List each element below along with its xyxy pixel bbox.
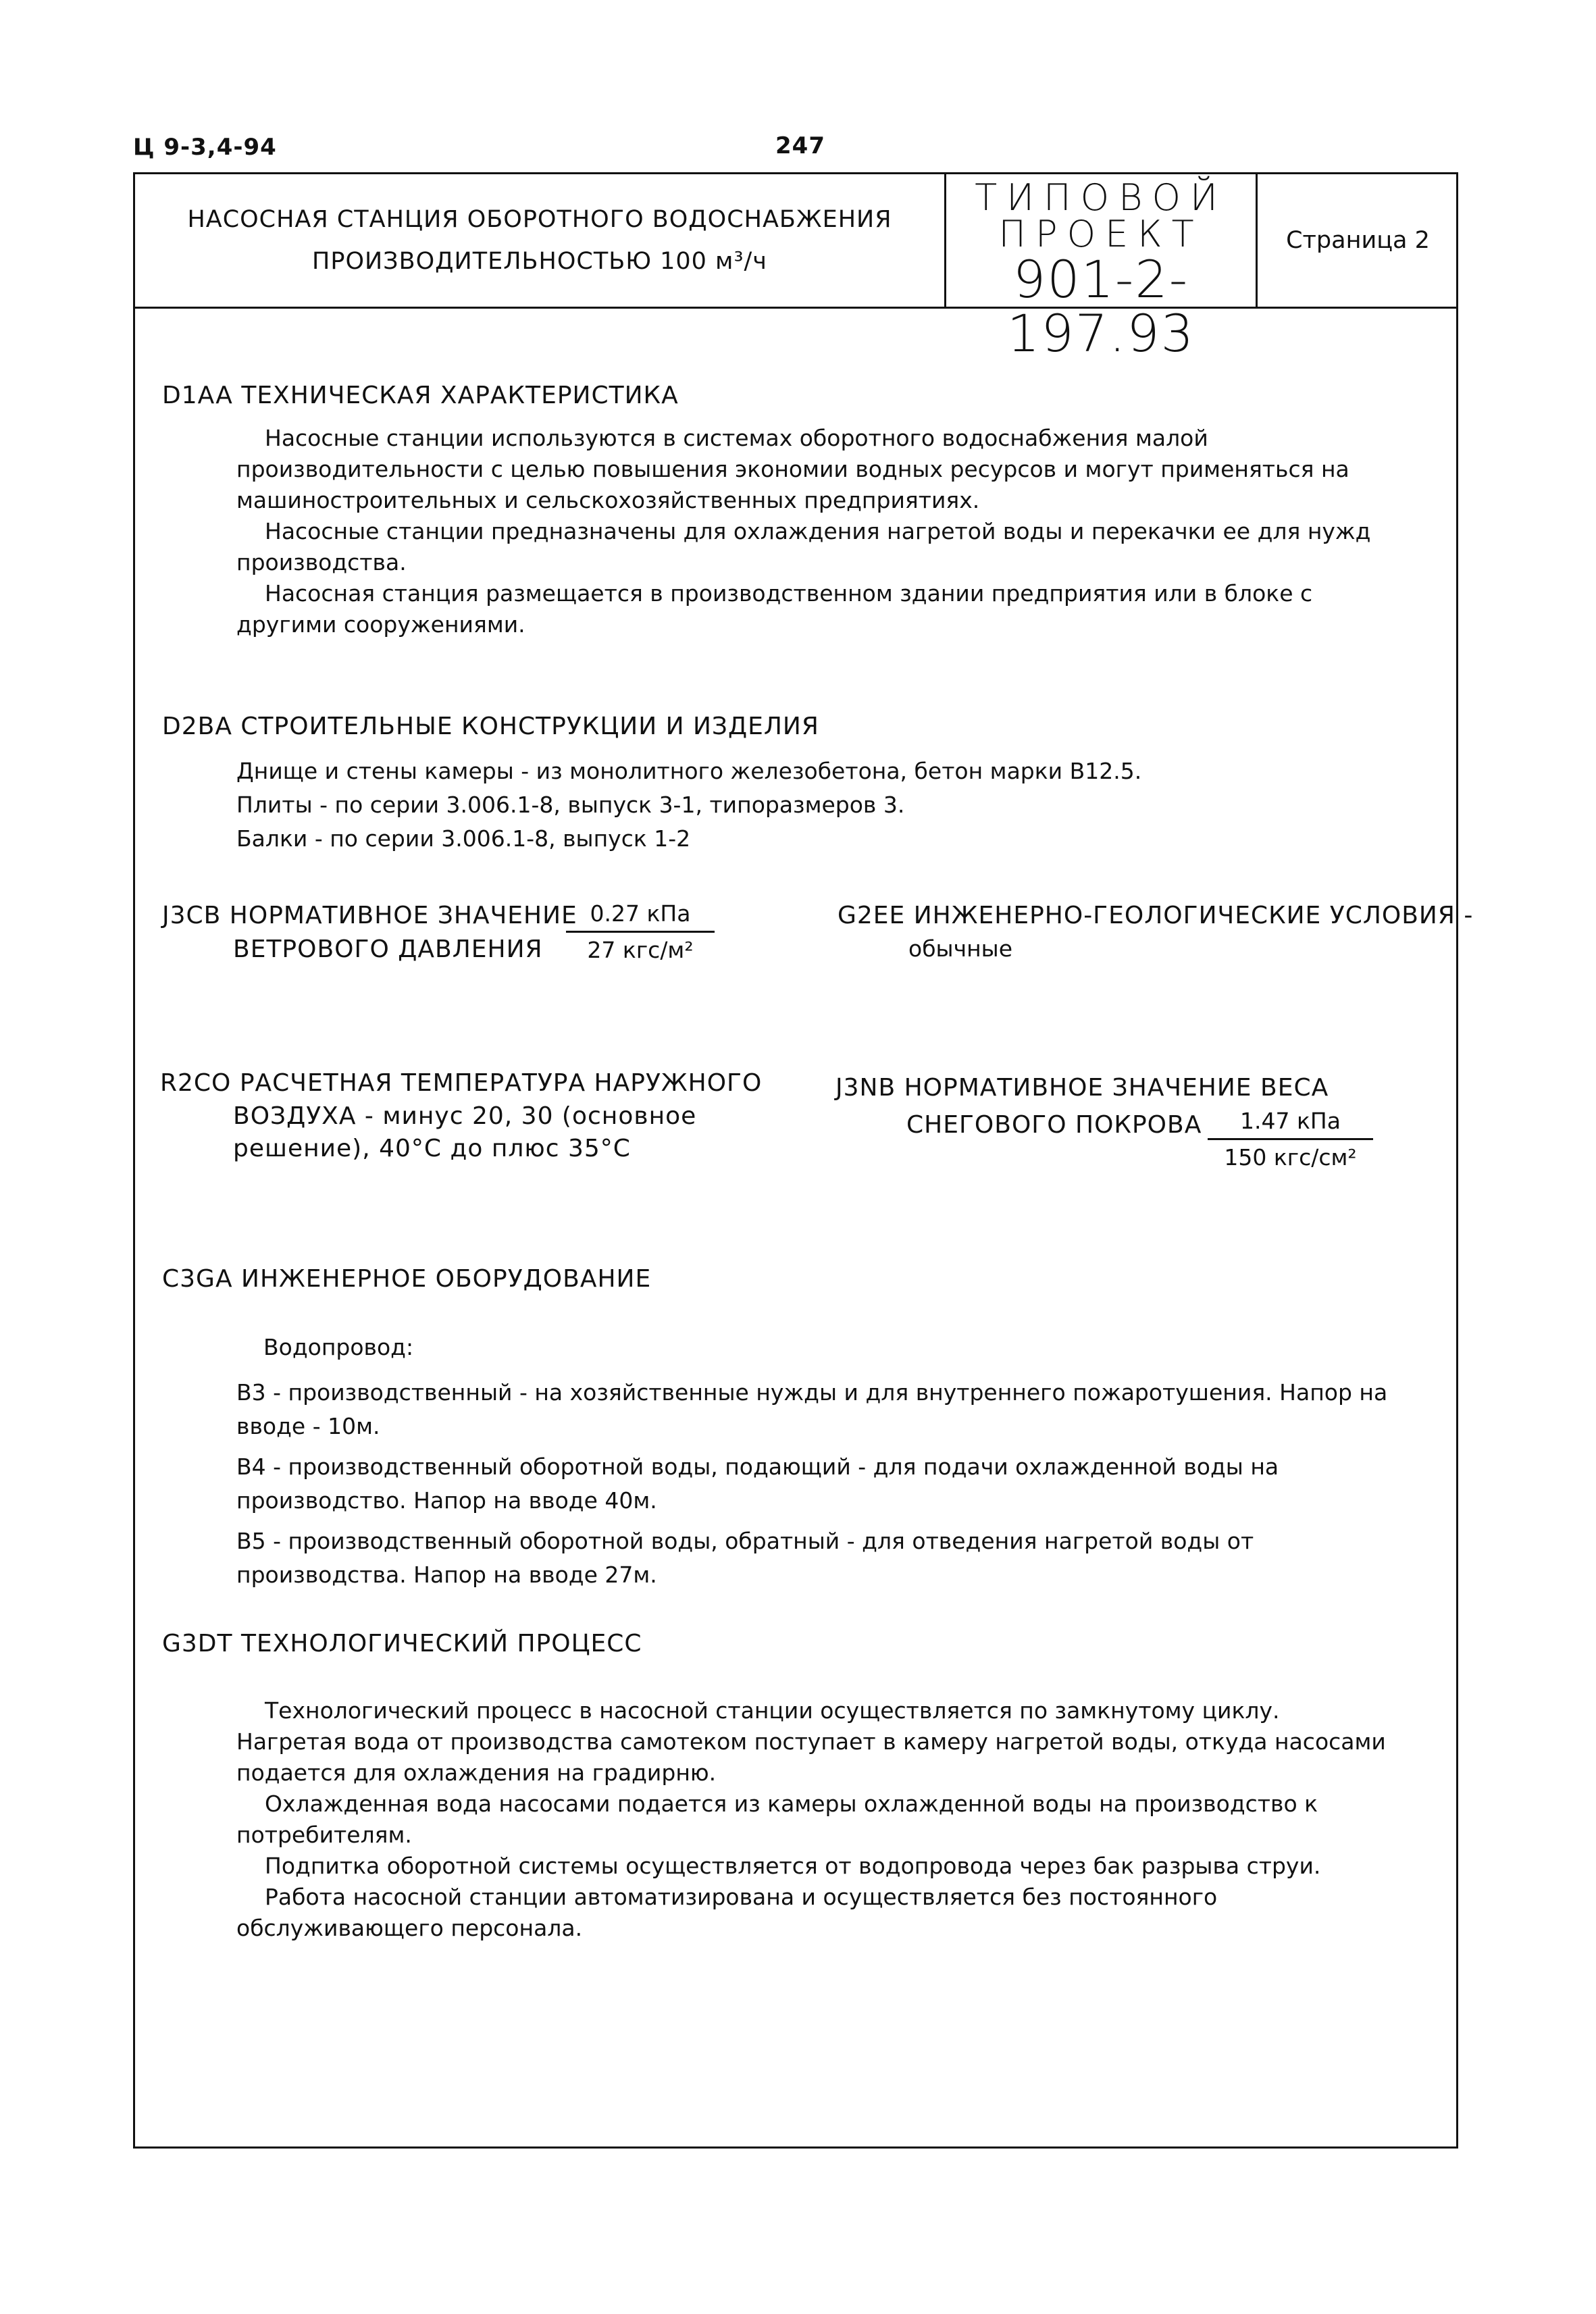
wind-value-kgf: 27 кгс/м² (587, 937, 694, 963)
pipe-b5: В5 - производственный оборотной воды, обратный - для отведения нагретой воды от производства. Напор на вводе 27м. (236, 1528, 1254, 1588)
pipe-b3: В3 - производственный - на хозяйственные нужды и для внутреннего пожаротушения. Напор на вводе - 10м. (236, 1379, 1388, 1439)
section-tech-heading: D1AA ТЕХНИЧЕСКАЯ ХАРАКТЕРИСТИКА (162, 382, 679, 409)
wind-value-kpa: 0.27 кПа (566, 900, 715, 933)
typical-project-stamp (944, 174, 1258, 363)
section-equip-body (236, 1376, 1415, 1592)
temp-label-line-1: R2CO РАСЧЕТНАЯ ТЕМПЕРАТУРА НАРУЖНОГО (160, 1069, 763, 1097)
title-line-1: НАСОСНАЯ СТАНЦИЯ ОБОРОТНОГО ВОДОСНАБЖЕНИЯ (187, 206, 892, 233)
process-paragraph-5: Работа насосной станции автоматизирована и осуществляется без постоянного обслуживающего персонала. (236, 1884, 1218, 1941)
geo-value: обычные (908, 935, 1013, 962)
title-block (135, 174, 1456, 363)
wind-label-line-2: ВЕТРОВОГО ДАВЛЕНИЯ (233, 935, 543, 963)
title-cell (135, 174, 944, 307)
snow-value-kpa: 1.47 кПа (1208, 1108, 1373, 1140)
section-constr-body (236, 754, 1415, 856)
section-equip-heading: C3GA ИНЖЕНЕРНОЕ ОБОРУДОВАНИЕ (162, 1265, 652, 1293)
section-process-heading: G3DT ТЕХНОЛОГИЧЕСКИЙ ПРОЦЕСС (162, 1630, 642, 1657)
title-line-2: ПРОИЗВОДИТЕЛЬНОСТЬЮ 100 м³/ч (312, 248, 767, 275)
constr-line-1: Днище и стены камеры - из монолитного железобетона, бетон марки В12.5. (236, 758, 1142, 784)
section-tech-body (236, 423, 1415, 640)
snow-label-line-2: СНЕГОВОГО ПОКРОВА (906, 1111, 1202, 1139)
tech-paragraph-2: Насосные станции предназначены для охлаждения нагретой воды и перекачки ее для нужд производства. (236, 518, 1371, 575)
section-constr-heading: D2BA СТРОИТЕЛЬНЫЕ КОНСТРУКЦИИ И ИЗДЕЛИЯ (162, 713, 819, 740)
temp-label-line-2: ВОЗДУХА - минус 20, 30 (основное (233, 1102, 697, 1130)
stamp-word-project: ПРОЕКТ (998, 213, 1204, 255)
stamp-word-typ: ТИПОВОЙ (975, 176, 1227, 219)
process-paragraph-1: Технологический процесс в насосной станции осуществляется по замкнутому циклу. (265, 1697, 1280, 1724)
tech-paragraph-3: Насосная станция размещается в производственном здании предприятия или в блоке с другими сооружениями. (236, 580, 1313, 638)
geo-label-line-1: G2EE ИНЖЕНЕРНО-ГЕОЛОГИЧЕСКИЕ УСЛОВИЯ - (838, 902, 1474, 929)
snow-value-fraction (1208, 1108, 1373, 1171)
water-supply-label: Водопровод: (263, 1334, 414, 1360)
page-label: Страница 2 (1286, 227, 1430, 254)
constr-line-3: Балки - по серии 3.006.1-8, выпуск 1-2 (236, 825, 691, 852)
tech-paragraph-1: Насосные станции используются в системах оборотного водоснабжения малой производительности с целью повышения экономии водных ресурсов и могут применяться на машиностроительных и сельскохозяйственных предприятиях. (236, 425, 1349, 513)
section-process-body (236, 1695, 1415, 1944)
wind-label-line-1: J3CB НОРМАТИВНОЕ ЗНАЧЕНИЕ (162, 902, 577, 929)
wind-value-fraction (566, 900, 715, 963)
process-paragraph-2: Нагретая вода от производства самотеком поступает в камеру нагретой воды, откуда насосами подается для охлаждения на градирню. (236, 1728, 1386, 1786)
snow-label-line-1: J3NB НОРМАТИВНОЕ ЗНАЧЕНИЕ ВЕСА (835, 1074, 1329, 1102)
document-code: Ц 9-3,4-94 (133, 134, 277, 161)
process-paragraph-3: Охлажденная вода насосами подается из камеры охлажденной воды на производство к потребителям. (236, 1791, 1318, 1848)
project-number: 901-2-197.93 (1007, 249, 1195, 363)
process-paragraph-4: Подпитка оборотной системы осуществляется от водопровода через бак разрыва струи. (265, 1853, 1321, 1879)
temp-label-line-3: решение), 40°С до плюс 35°С (233, 1135, 631, 1162)
page-number: 247 (775, 132, 825, 159)
constr-line-2: Плиты - по серии 3.006.1-8, выпуск 3-1, типоразмеров 3. (236, 792, 905, 818)
snow-value-kgf: 150 кгс/см² (1224, 1144, 1357, 1171)
pipe-b4: В4 - производственный оборотной воды, подающий - для подачи охлажденной воды на производство. Напор на вводе 40м. (236, 1454, 1279, 1514)
